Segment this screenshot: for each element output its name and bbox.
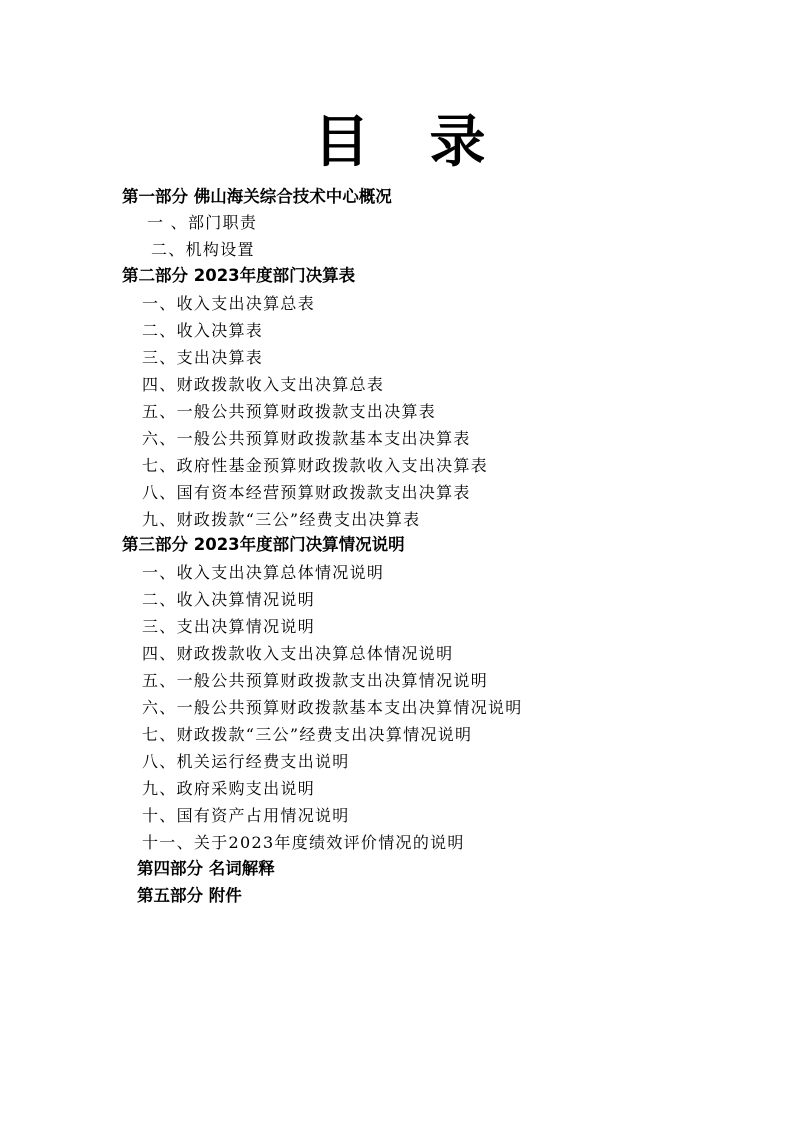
toc-part-5-heading[interactable]: 第五部分 附件 <box>137 886 242 905</box>
toc-item[interactable]: 七、财政拨款“三公”经费支出决算情况说明 <box>142 725 473 744</box>
toc-item[interactable]: 四、财政拨款收入支出决算总体情况说明 <box>142 644 454 663</box>
toc-item[interactable]: 七、政府性基金预算财政拨款收入支出决算表 <box>142 456 489 475</box>
toc-item[interactable]: 八、国有资本经营预算财政拨款支出决算表 <box>142 483 471 502</box>
toc-item[interactable]: 四、财政拨款收入支出决算总表 <box>142 375 385 394</box>
toc-item[interactable]: 八、机关运行经费支出说明 <box>142 752 350 771</box>
toc-part-1-heading[interactable]: 第一部分 佛山海关综合技术中心概况 <box>122 187 392 206</box>
toc-item[interactable]: 十、国有资产占用情况说明 <box>142 806 350 825</box>
toc-item[interactable]: 一、收入支出决算总表 <box>142 294 316 313</box>
toc-item[interactable]: 一、收入支出决算总体情况说明 <box>142 563 385 582</box>
toc-item[interactable]: 三、支出决算表 <box>142 348 264 367</box>
page-title: 目录 <box>313 110 546 175</box>
toc-item[interactable]: 九、政府采购支出说明 <box>142 779 316 798</box>
toc-item[interactable]: 二、机构设置 <box>151 240 255 259</box>
toc-item[interactable]: 六、一般公共预算财政拨款基本支出决算表 <box>142 429 471 448</box>
toc-item[interactable]: 一 、部门职责 <box>147 213 258 232</box>
toc-part-4-heading[interactable]: 第四部分 名词解释 <box>137 859 275 878</box>
toc-item[interactable]: 九、财政拨款“三公”经费支出决算表 <box>142 510 421 529</box>
toc-item[interactable]: 二、收入决算表 <box>142 321 264 340</box>
toc-item[interactable]: 二、收入决算情况说明 <box>142 590 316 609</box>
toc-part-2-heading[interactable]: 第二部分 2023年度部门决算表 <box>122 266 356 285</box>
toc-item[interactable]: 三、支出决算情况说明 <box>142 617 316 636</box>
toc-part-3-heading[interactable]: 第三部分 2023年度部门决算情况说明 <box>122 535 405 554</box>
toc-item[interactable]: 五、一般公共预算财政拨款支出决算表 <box>142 402 437 421</box>
toc-item[interactable]: 五、一般公共预算财政拨款支出决算情况说明 <box>142 671 489 690</box>
toc-item[interactable]: 十一、关于2023年度绩效评价情况的说明 <box>142 833 465 852</box>
toc-item[interactable]: 六、一般公共预算财政拨款基本支出决算情况说明 <box>142 698 523 717</box>
